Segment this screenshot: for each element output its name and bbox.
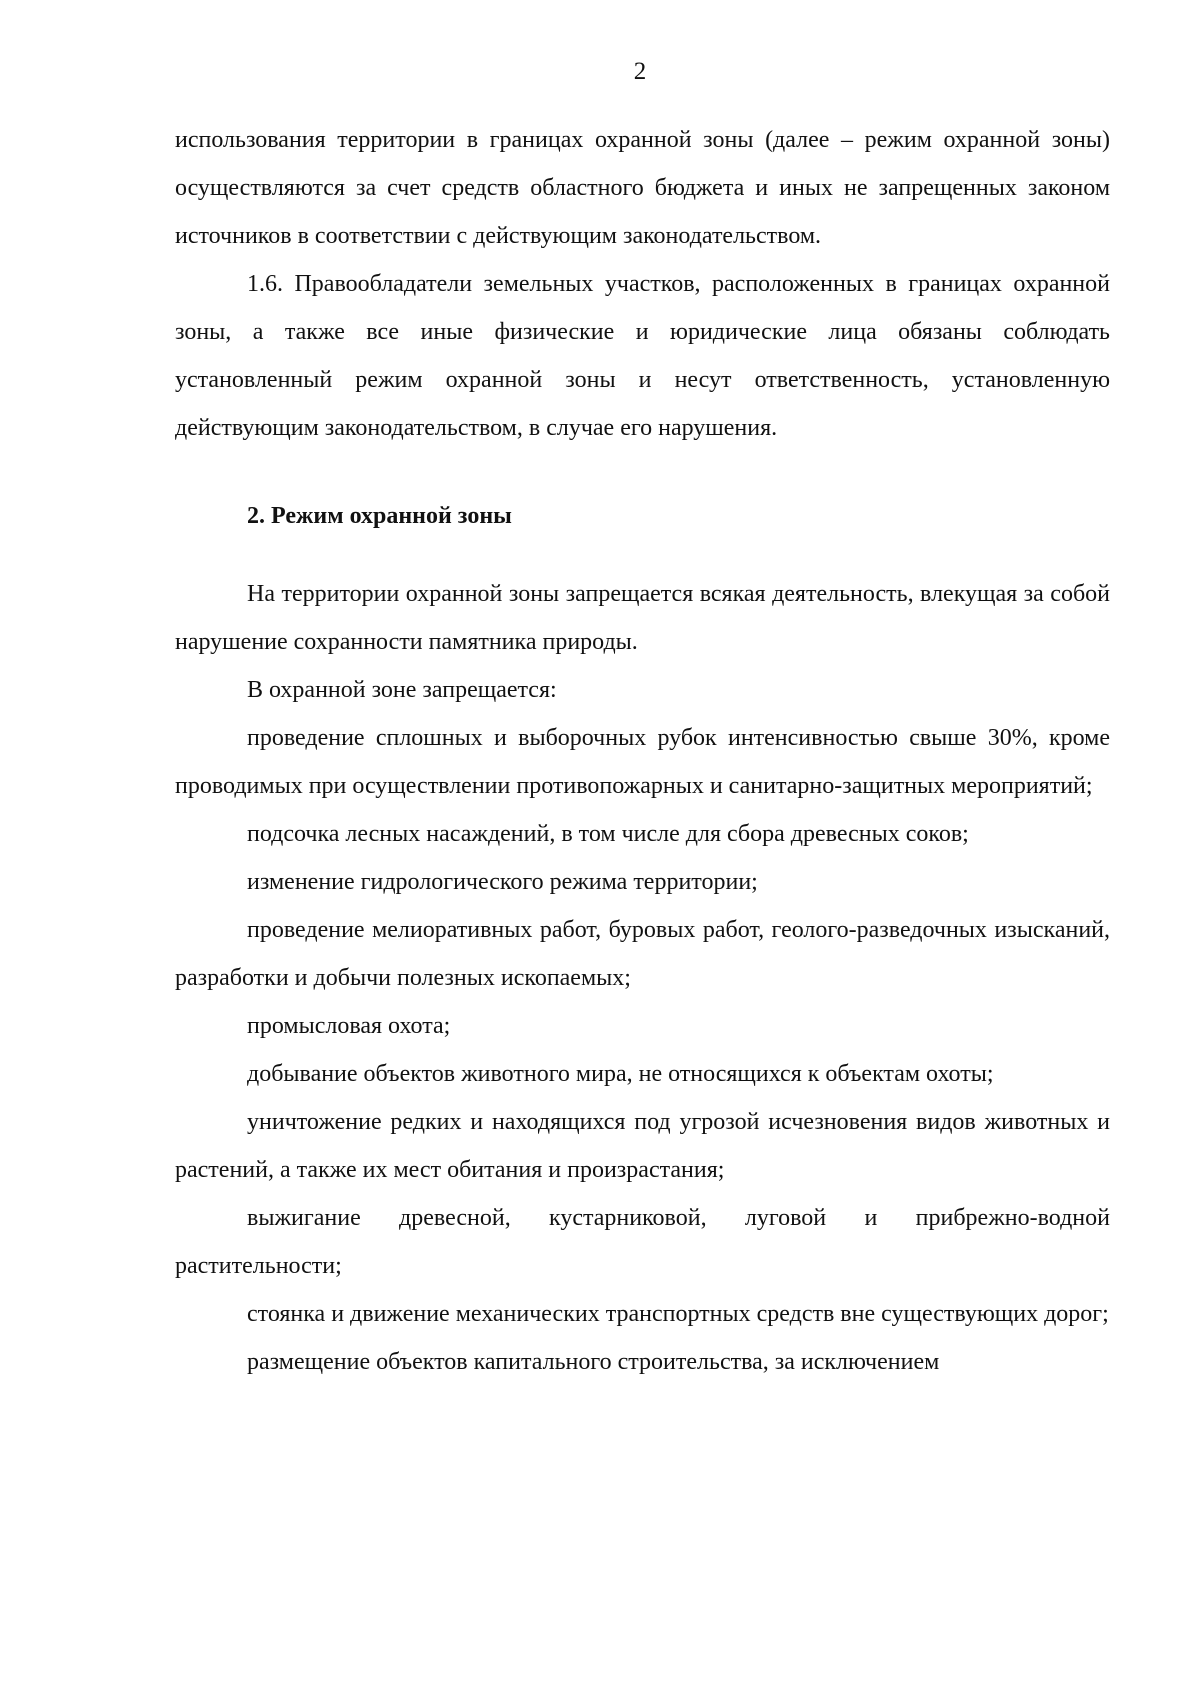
- list-item-hunting: промысловая охота;: [247, 1013, 451, 1039]
- paragraph-1-6: 1.6. Правообладатели земельных участков, расположенных в границах охранной зоны, а также все иные физические и юридические лица обязаны соблюдать установленный режим охранной зоны и несут ответственность, установленную действующим законодательством, в случае его нарушения.: [175, 271, 1110, 441]
- page-number: 2: [633, 58, 647, 85]
- list-item-burning: выжигание древесной, кустарниковой, луговой и прибрежно-водной растительности;: [175, 1205, 1110, 1279]
- section-heading: 2. Режим охранной зоны: [247, 503, 512, 529]
- list-item-wildlife: добывание объектов животного мира, не относящихся к объектам охоты;: [247, 1061, 994, 1087]
- list-item-vehicles: стоянка и движение механических транспортных средств вне существующих дорог;: [247, 1301, 1109, 1327]
- document-body: [175, 116, 1110, 1386]
- list-item-logging: проведение сплошных и выборочных рубок интенсивностью свыше 30%, кроме проводимых при осуществлении противопожарных и санитарно-защитных мероприятий;: [175, 725, 1110, 799]
- paragraph-prohibition-general: На территории охранной зоны запрещается всякая деятельность, влекущая за собой нарушение сохранности памятника природы.: [175, 581, 1110, 655]
- paragraph-prohibited-intro: В охранной зоне запрещается:: [247, 677, 557, 703]
- list-item-tapping: подсочка лесных насаждений, в том числе для сбора древесных соков;: [247, 821, 969, 847]
- list-item-rare-species: уничтожение редких и находящихся под угрозой исчезновения видов животных и растений, а также их мест обитания и произрастания;: [175, 1109, 1110, 1183]
- list-item-drilling: проведение мелиоративных работ, буровых работ, геолого-разведочных изысканий, разработки и добычи полезных ископаемых;: [175, 917, 1110, 991]
- list-item-construction: размещение объектов капитального строительства, за исключением: [247, 1349, 940, 1375]
- paragraph-continuation: использования территории в границах охранной зоны (далее – режим охранной зоны) осуществляются за счет средств областного бюджета и иных не запрещенных законом источников в соответствии с действующим законодательством.: [175, 127, 1110, 249]
- list-item-hydrology: изменение гидрологического режима территории;: [247, 869, 758, 895]
